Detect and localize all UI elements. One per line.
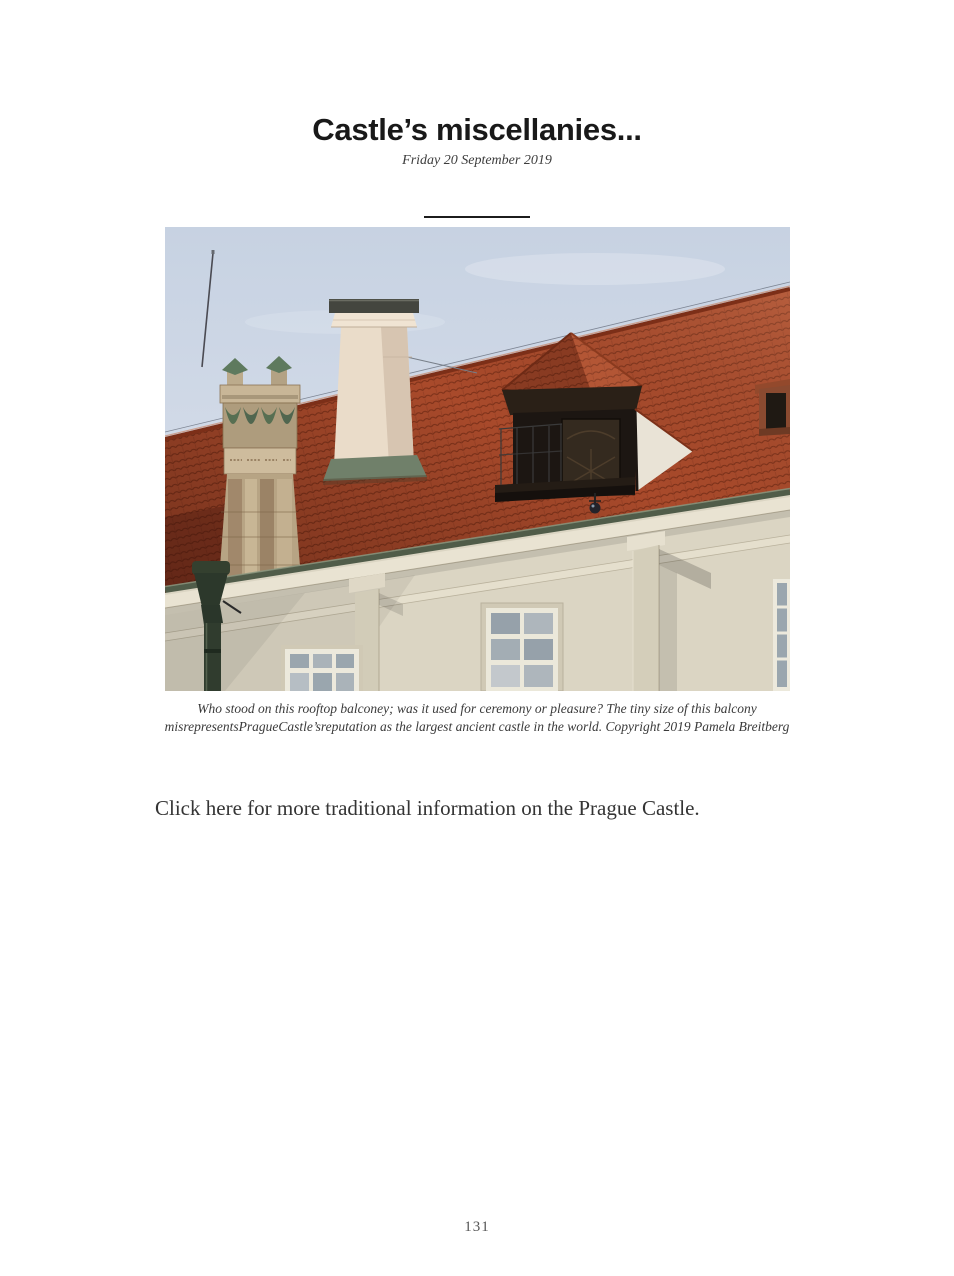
body-text-before-link: Click — [155, 796, 206, 820]
post-date: Friday 20 September 2019 — [402, 153, 552, 168]
page-number: 131 — [464, 1219, 490, 1235]
sgraffito-chimney — [218, 356, 302, 593]
here-link[interactable]: here — [205, 796, 242, 820]
page-title: Castle’s miscellanies... — [312, 112, 642, 147]
page-footer — [0, 1218, 954, 1236]
castle-rooftop-photo — [165, 227, 790, 691]
photo-caption: Who stood on this rooftop balconey; was it used for ceremony or pleasure? The tiny size of this balcony misrepresentsPragueCastle’sreputation as the largest ancient castle in the world. Copyright 2019 Pamela Breitberg — [164, 701, 790, 735]
window-center — [481, 603, 563, 691]
photo-figure — [165, 227, 790, 737]
body-text-after-link: for more traditional information on the Prague Castle. — [241, 796, 700, 820]
body-paragraph — [155, 795, 804, 822]
small-dormer-window — [755, 379, 790, 436]
window-left — [281, 645, 363, 691]
window-right-partial — [773, 579, 790, 691]
page-header — [0, 112, 954, 169]
section-divider — [424, 206, 530, 218]
